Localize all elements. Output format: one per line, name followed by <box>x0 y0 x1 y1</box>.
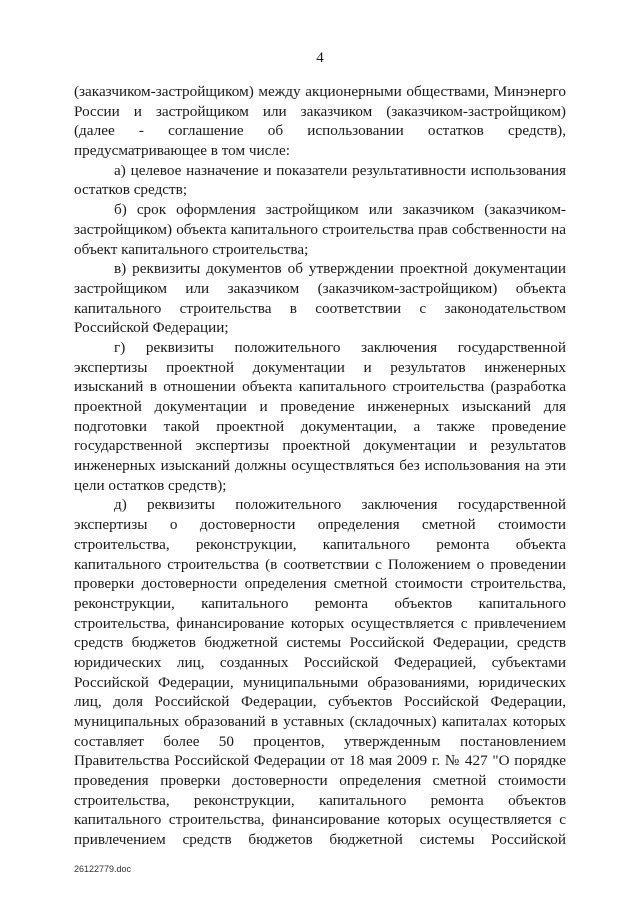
text-line: строительства, реконструкции, капитального ремонта объекта <box>74 535 566 553</box>
text-line: предусматривающее в том числе: <box>74 142 290 160</box>
text-line: капитального строительства, финансирование которых осуществляется с <box>74 811 566 829</box>
text-line: (заказчиком-застройщиком) между акционерными обществами, Минэнерго <box>74 83 566 100</box>
paragraph-item-a <box>74 161 566 200</box>
text-line: застройщиком) объекта капитального строительства прав собственности на <box>74 220 566 238</box>
paragraph-item-d <box>74 495 566 849</box>
page-number: 4 <box>316 50 324 66</box>
text-line: строительства, финансирование которых осуществляется с привлечением <box>74 614 566 632</box>
text-line: муниципальных образований в уставных (складочных) капиталах которых <box>74 713 566 730</box>
text-line: проведения проверки достоверности определения сметной стоимости <box>74 772 566 790</box>
text-line: в) реквизиты документов об утверждении проектной документации <box>114 260 566 278</box>
text-line: остатков средств; <box>74 181 188 199</box>
text-line: цели остатков средств); <box>74 476 227 494</box>
text-line: экспертизы проектной документации и результатов инженерных <box>74 358 566 376</box>
paragraph-item-v <box>74 259 566 338</box>
text-line: застройщиком или заказчиком (заказчиком-застройщиком) объекта <box>74 279 566 297</box>
text-line: Правительства Российской Федерации от 18 мая 2009 г. № 427 "О порядке <box>74 752 566 770</box>
footer-filename: 26122779.doc <box>74 864 132 874</box>
text-line: экспертизы о достоверности определения сметной стоимости <box>74 516 566 534</box>
text-line: Российской Федерации, муниципальными образованиями, юридических <box>74 673 566 691</box>
text-line: государственной экспертизы проектной документации и результатов <box>74 437 566 455</box>
paragraph-item-g <box>74 338 566 496</box>
text-line: строительства, реконструкции, капитального ремонта объектов <box>74 791 566 809</box>
text-line: привлечением средств бюджетов бюджетной системы Российской <box>74 831 566 849</box>
text-line: подготовки такой проектной документации, а также проведение <box>74 417 566 435</box>
text-line: лиц, доля Российской Федерации, субъектов Российской Федерации, <box>74 693 566 711</box>
text-line: объект капитального строительства; <box>74 240 309 258</box>
text-line: России и застройщиком или заказчиком (заказчиком-застройщиком) <box>74 102 566 120</box>
text-line: изысканий в отношении объекта капитального строительства (разработка <box>74 378 566 396</box>
text-line: д) реквизиты положительного заключения государственной <box>114 496 566 514</box>
text-line: проектной документации и проведение инженерных изысканий для <box>74 398 566 415</box>
document-body <box>74 82 566 850</box>
text-line: составляет более 50 процентов, утвержденным постановлением <box>74 732 566 750</box>
text-line: средств бюджетов бюджетной системы Российской Федерации, средств <box>74 634 566 652</box>
text-line: г) реквизиты положительного заключения государственной <box>114 338 566 356</box>
text-line: инженерных изысканий должны осуществляться без использования на эти <box>74 457 566 475</box>
text-line: юридических лиц, созданных Российской Федерацией, субъектами <box>74 653 566 671</box>
text-line: Российской Федерации; <box>74 319 229 337</box>
text-line: (далее - соглашение об использовании остатков средств), <box>74 122 566 140</box>
text-line: капитального строительства (в соответствии с Положением о проведении <box>74 555 566 573</box>
text-line: б) срок оформления застройщиком или заказчиком (заказчиком- <box>114 201 566 219</box>
text-line: проверки достоверности определения сметной стоимости строительства, <box>74 575 566 593</box>
text-line: капитального строительства в соответствии с законодательством <box>74 299 566 317</box>
text-line: а) целевое назначение и показатели результативности использования <box>114 161 566 179</box>
text-line: реконструкции, капитального ремонта объектов капитального <box>74 594 566 612</box>
paragraph-continuation <box>74 82 566 161</box>
paragraph-item-b <box>74 200 566 259</box>
